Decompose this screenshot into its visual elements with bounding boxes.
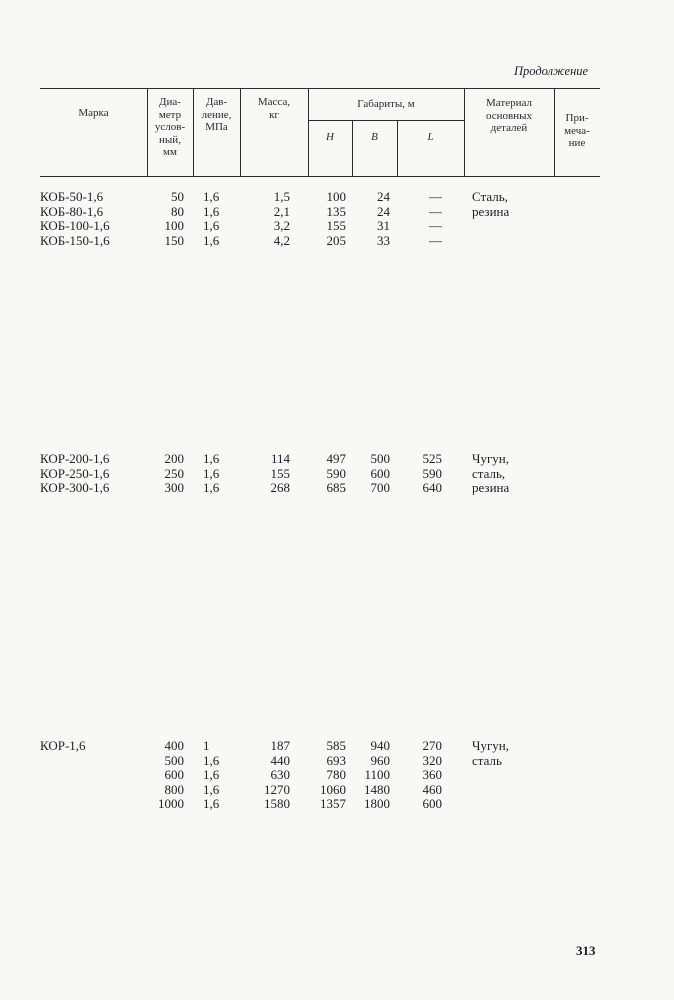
cell-l: 320 (422, 752, 442, 768)
header-dim-b: B (371, 131, 378, 143)
cell-p: 1,6 (203, 767, 220, 783)
cell-brand: КОБ-150-1,6 (40, 232, 110, 248)
cell-b: 700 (370, 480, 390, 496)
cell-d: 600 (164, 767, 184, 783)
cell-h: 1357 (320, 796, 346, 812)
cell-h: 1060 (320, 781, 346, 797)
cell-h: 205 (326, 232, 346, 248)
table-row (0, 219, 674, 234)
cell-d: 150 (164, 232, 184, 248)
header-material: Материал основных деталей (485, 97, 532, 134)
table-row (0, 768, 674, 783)
cell-p: 1 (203, 738, 210, 753)
cell-b: 1800 (364, 796, 390, 812)
cell-h: 497 (326, 451, 346, 466)
table-top-rule (40, 88, 600, 89)
cell-brand: КОР-250-1,6 (40, 465, 110, 481)
header-dim-h: H (326, 131, 334, 143)
cell-l: — (429, 218, 442, 234)
header-pressure: Дав- ление, МПа (201, 96, 232, 133)
cell-l: — (429, 203, 442, 219)
cell-l: 590 (422, 465, 442, 481)
cell-mat: резина (472, 480, 510, 496)
cell-p: 1,6 (203, 189, 220, 204)
cell-b: 940 (370, 738, 390, 753)
cell-h: 590 (326, 465, 346, 481)
cell-mat: Чугун, (472, 451, 509, 466)
table-row (0, 481, 674, 496)
table-row (0, 234, 674, 249)
cell-d: 300 (164, 480, 184, 496)
header-dimensions: Габариты, м (357, 98, 415, 110)
cell-brand: КОБ-80-1,6 (40, 203, 104, 219)
cell-b: 24 (377, 203, 390, 219)
cell-l: 360 (422, 767, 442, 783)
cell-b: 600 (370, 465, 390, 481)
table-row (0, 190, 674, 205)
cell-b: 1480 (364, 781, 390, 797)
cell-d: 200 (164, 451, 184, 466)
cell-mat: Чугун, (472, 738, 509, 753)
cell-m: 1270 (264, 781, 290, 797)
cell-b: 31 (377, 218, 390, 234)
cell-m: 440 (270, 752, 290, 768)
cell-d: 800 (164, 781, 184, 797)
cell-l: 600 (422, 796, 442, 812)
cell-m: 2,1 (273, 203, 290, 219)
cell-mat: сталь (472, 752, 502, 768)
header-bottom-rule (40, 176, 600, 177)
cell-brand: КОР-200-1,6 (40, 451, 110, 466)
cell-m: 114 (270, 451, 290, 466)
table-row (0, 783, 674, 798)
cell-l: — (429, 189, 442, 204)
cell-h: 155 (326, 218, 346, 234)
cell-h: 685 (326, 480, 346, 496)
cell-l: 525 (422, 451, 442, 466)
cell-m: 1580 (264, 796, 290, 812)
col-divider (397, 120, 398, 176)
cell-d: 250 (164, 465, 184, 481)
header-dim-l: L (427, 131, 434, 143)
cell-mat: Сталь, (472, 189, 508, 204)
cell-l: 460 (422, 781, 442, 797)
cell-m: 3,2 (273, 218, 290, 234)
cell-m: 155 (270, 465, 290, 481)
cell-d: 50 (171, 189, 184, 204)
cell-m: 187 (270, 738, 290, 753)
cell-d: 100 (164, 218, 184, 234)
cell-p: 1,6 (203, 796, 220, 812)
cell-m: 1,5 (273, 189, 290, 204)
header-diameter: Диа- метр услов- ный, мм (154, 96, 186, 158)
cell-b: 24 (377, 189, 390, 204)
continuation-label: Продолжение (514, 64, 589, 78)
page-number: 313 (576, 943, 596, 958)
cell-m: 4,2 (273, 232, 290, 248)
cell-h: 135 (326, 203, 346, 219)
cell-brand: КОР-1,6 (40, 738, 86, 753)
table-row (0, 754, 674, 769)
cell-p: 1,6 (203, 232, 220, 248)
cell-m: 630 (270, 767, 290, 783)
cell-h: 100 (326, 189, 346, 204)
table-row (0, 797, 674, 812)
cell-brand: КОБ-100-1,6 (40, 218, 110, 234)
cell-d: 80 (171, 203, 184, 219)
cell-brand: КОР-300-1,6 (40, 480, 110, 496)
cell-p: 1,6 (203, 218, 220, 234)
cell-d: 1000 (158, 796, 184, 812)
cell-b: 33 (377, 232, 390, 248)
table-row (0, 452, 674, 467)
cell-l: 270 (422, 738, 442, 753)
cell-l: 640 (422, 480, 442, 496)
table-row (0, 467, 674, 482)
cell-p: 1,6 (203, 465, 220, 481)
cell-b: 1100 (364, 767, 390, 783)
cell-h: 585 (326, 738, 346, 753)
header-brand: Марка (78, 107, 109, 119)
col-divider (352, 120, 353, 176)
cell-p: 1,6 (203, 451, 220, 466)
cell-b: 960 (370, 752, 390, 768)
cell-mat: резина (472, 203, 510, 219)
table-row (0, 739, 674, 754)
cell-m: 268 (270, 480, 290, 496)
cell-l: — (429, 232, 442, 248)
cell-h: 693 (326, 752, 346, 768)
cell-h: 780 (326, 767, 346, 783)
cell-d: 400 (164, 738, 184, 753)
cell-b: 500 (370, 451, 390, 466)
cell-mat: сталь, (472, 465, 506, 481)
cell-p: 1,6 (203, 781, 220, 797)
dims-subheader-rule (308, 120, 464, 121)
header-mass: Масса, кг (257, 96, 291, 121)
cell-p: 1,6 (203, 752, 220, 768)
cell-p: 1,6 (203, 203, 220, 219)
table-row (0, 205, 674, 220)
header-note: При- меча- ние (564, 112, 590, 149)
cell-p: 1,6 (203, 480, 220, 496)
cell-brand: КОБ-50-1,6 (40, 189, 104, 204)
cell-d: 500 (164, 752, 184, 768)
